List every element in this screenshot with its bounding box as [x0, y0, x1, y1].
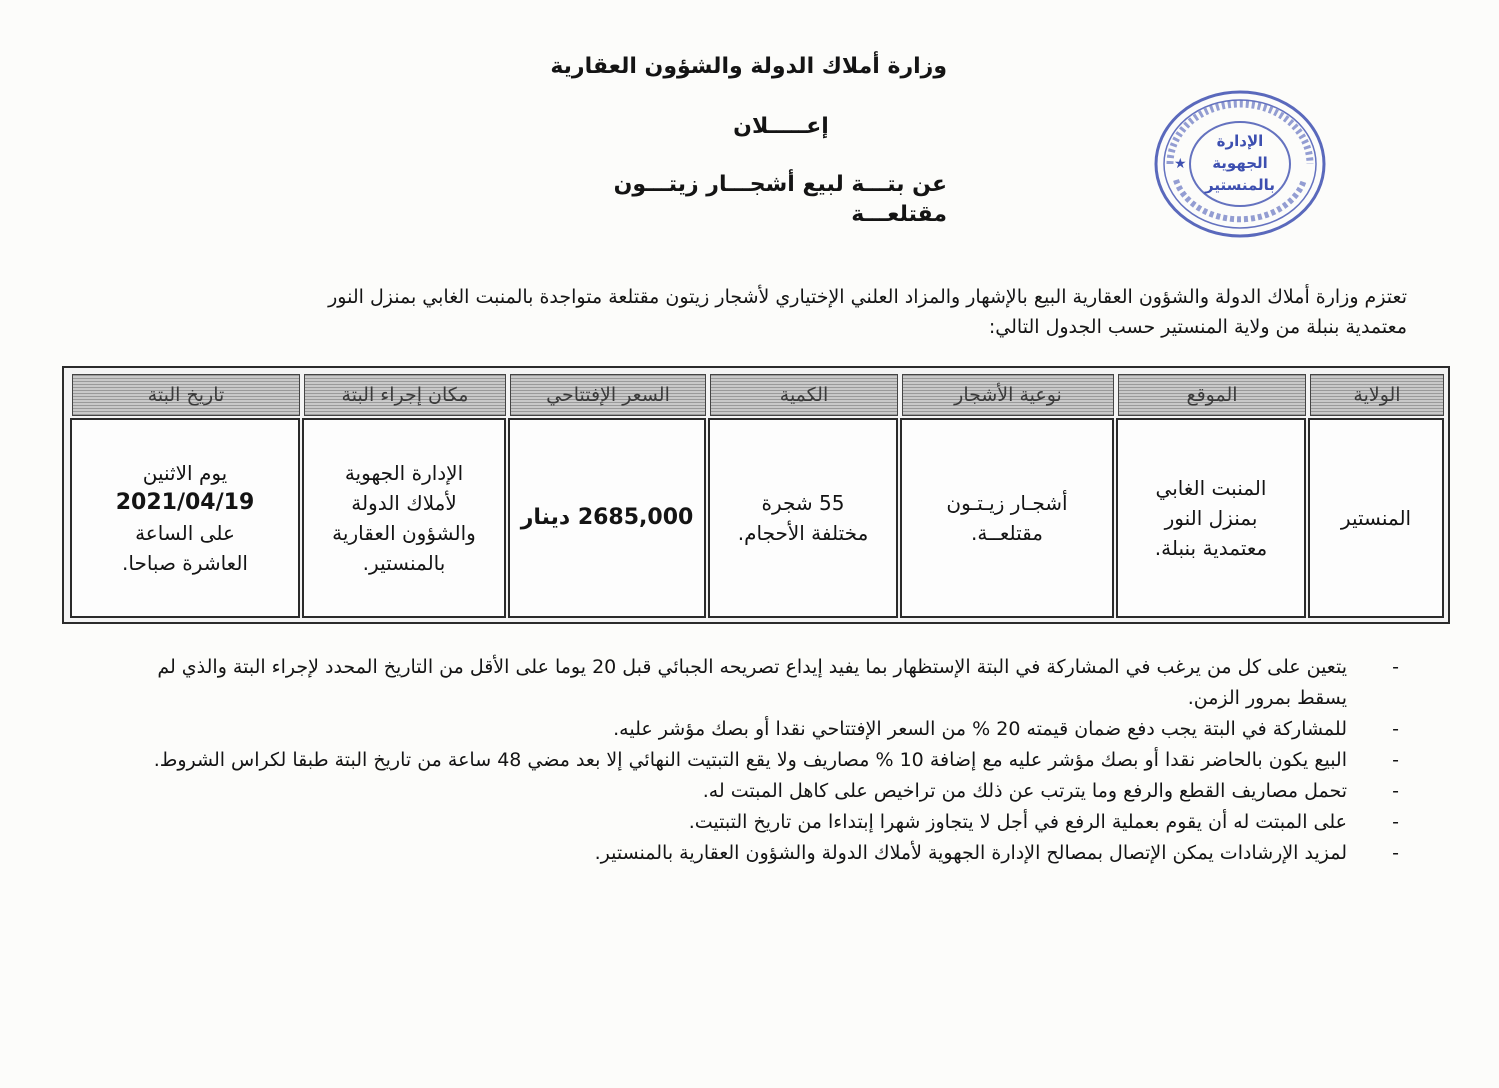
cell-auction-place: [302, 418, 506, 618]
cell-wilaya: [1308, 418, 1444, 618]
cell-opening-price: [508, 418, 706, 618]
cell-tree-type: [900, 418, 1114, 618]
stamp-line-1: الإدارة: [1216, 132, 1264, 150]
header-opening-price: السعر الإفتتاحي: [510, 374, 706, 416]
condition-item: [103, 838, 1399, 869]
location-line-1: المنبت الغابي: [1155, 476, 1267, 500]
quantity-line-2: مختلفة الأحجام.: [737, 521, 869, 545]
header-auction-place: مكان إجراء البتة: [304, 374, 506, 416]
auction-place-line-4: بالمنستير.: [362, 551, 446, 575]
opening-price-value: 2685,000 دينار: [520, 505, 694, 530]
tree-type-line-1: أشجـار زيـتـون: [946, 491, 1068, 515]
svg-text:★: ★: [1174, 156, 1187, 172]
header-tree-type: نوعية الأشجار: [902, 374, 1114, 416]
stamp-line-2: الجهوية: [1212, 154, 1268, 172]
cell-location: [1116, 418, 1306, 618]
condition-item: [103, 714, 1399, 745]
location-line-3: معتمدية بنبلة.: [1154, 536, 1268, 560]
header-location: الموقع: [1118, 374, 1306, 416]
condition-text: على المبتت له أن يقوم بعملية الرفع في أجل لا يتجاوز شهرا إبتداءا من تاريخ التبتيت.: [688, 811, 1347, 833]
header-quantity: الكمية: [710, 374, 898, 416]
wilaya-value: المنستير: [1340, 506, 1412, 530]
condition-text: يتعين على كل من يرغب في المشاركة في البتة الإستظهار بما يفيد إيداع تصريحه الجبائي قبل 20 يوما على الأقل من التاريخ المحدد لإجراء البتة والذي لم يسقط بمرور الزمن.: [157, 656, 1347, 709]
auction-date-line-4: العاشرة صباحا.: [122, 551, 248, 575]
auction-place-line-2: لأملاك الدولة: [351, 491, 457, 515]
auction-date-line-3: على الساعة: [135, 521, 235, 545]
announcement-subject: عن بتـــة لبيع أشجـــار زيتـــون مقتلعـــة: [613, 172, 947, 227]
bullet-dash: -: [1392, 811, 1399, 833]
ministry-title: وزارة أملاك الدولة والشؤون العقارية: [550, 54, 947, 79]
auction-date-line-1: يوم الاثنين: [142, 461, 228, 485]
condition-item: [103, 652, 1399, 714]
auction-table: [62, 366, 1450, 624]
condition-text: لمزيد الإرشادات يمكن الإتصال بمصالح الإدارة الجهوية لأملاك الدولة والشؤون العقارية بالمنستير.: [594, 842, 1347, 864]
header-wilaya: الولاية: [1310, 374, 1444, 416]
condition-text: البيع يكون بالحاضر نقدا أو بصك مؤشر عليه مع إضافة 10 % مصاريف ولا يقع التبتيت النهائي إلا بعد مضي 48 ساعة من تاريخ البتة طبقا لكراس الشروط.: [153, 749, 1347, 771]
tree-type-line-2: مقتلعــة.: [971, 521, 1043, 545]
condition-item: [103, 807, 1399, 838]
auction-place-line-1: الإدارة الجهوية: [344, 461, 464, 485]
condition-text: تحمل مصاريف القطع والرفع وما يترتب عن ذلك من تراخيص على كاهل المبتت له.: [702, 780, 1347, 802]
bullet-dash: -: [1392, 749, 1399, 771]
bullet-dash: -: [1392, 718, 1399, 740]
intro-line-1: تعتزم وزارة أملاك الدولة والشؤون العقارية البيع بالإشهار والمزاد العلني الإختياري لأشجار زيتون مقتلعة متواجدة بالمنبت الغابي بمنزل النور: [328, 286, 1407, 308]
location-line-2: بمنزل النور: [1164, 506, 1258, 530]
intro-line-2: معتمدية بنبلة من ولاية المنستير حسب الجدول التالي:: [988, 316, 1407, 338]
condition-text: للمشاركة في البتة يجب دفع ضمان قيمته 20 % من السعر الإفتتاحي نقدا أو بصك مؤشر عليه.: [613, 718, 1347, 740]
bullet-dash: -: [1392, 780, 1399, 802]
bullet-dash: -: [1392, 842, 1399, 864]
header-auction-date: تاريخ البتة: [72, 374, 300, 416]
auction-place-line-3: والشؤون العقارية: [332, 521, 476, 545]
condition-item: [103, 776, 1399, 807]
official-stamp: [1150, 84, 1330, 244]
quantity-line-1: 55 شجرة: [761, 491, 845, 515]
bullet-dash: -: [1392, 656, 1399, 678]
cell-auction-date: [70, 418, 300, 618]
intro-paragraph: [87, 282, 1407, 342]
conditions-list: [103, 652, 1399, 869]
cell-quantity: [708, 418, 898, 618]
condition-item: [103, 745, 1399, 776]
announcement-title: إعـــــلان: [733, 114, 829, 139]
stamp-line-3: بالمنستير: [1205, 176, 1275, 194]
auction-date-line-2: 2021/04/19: [115, 490, 255, 515]
